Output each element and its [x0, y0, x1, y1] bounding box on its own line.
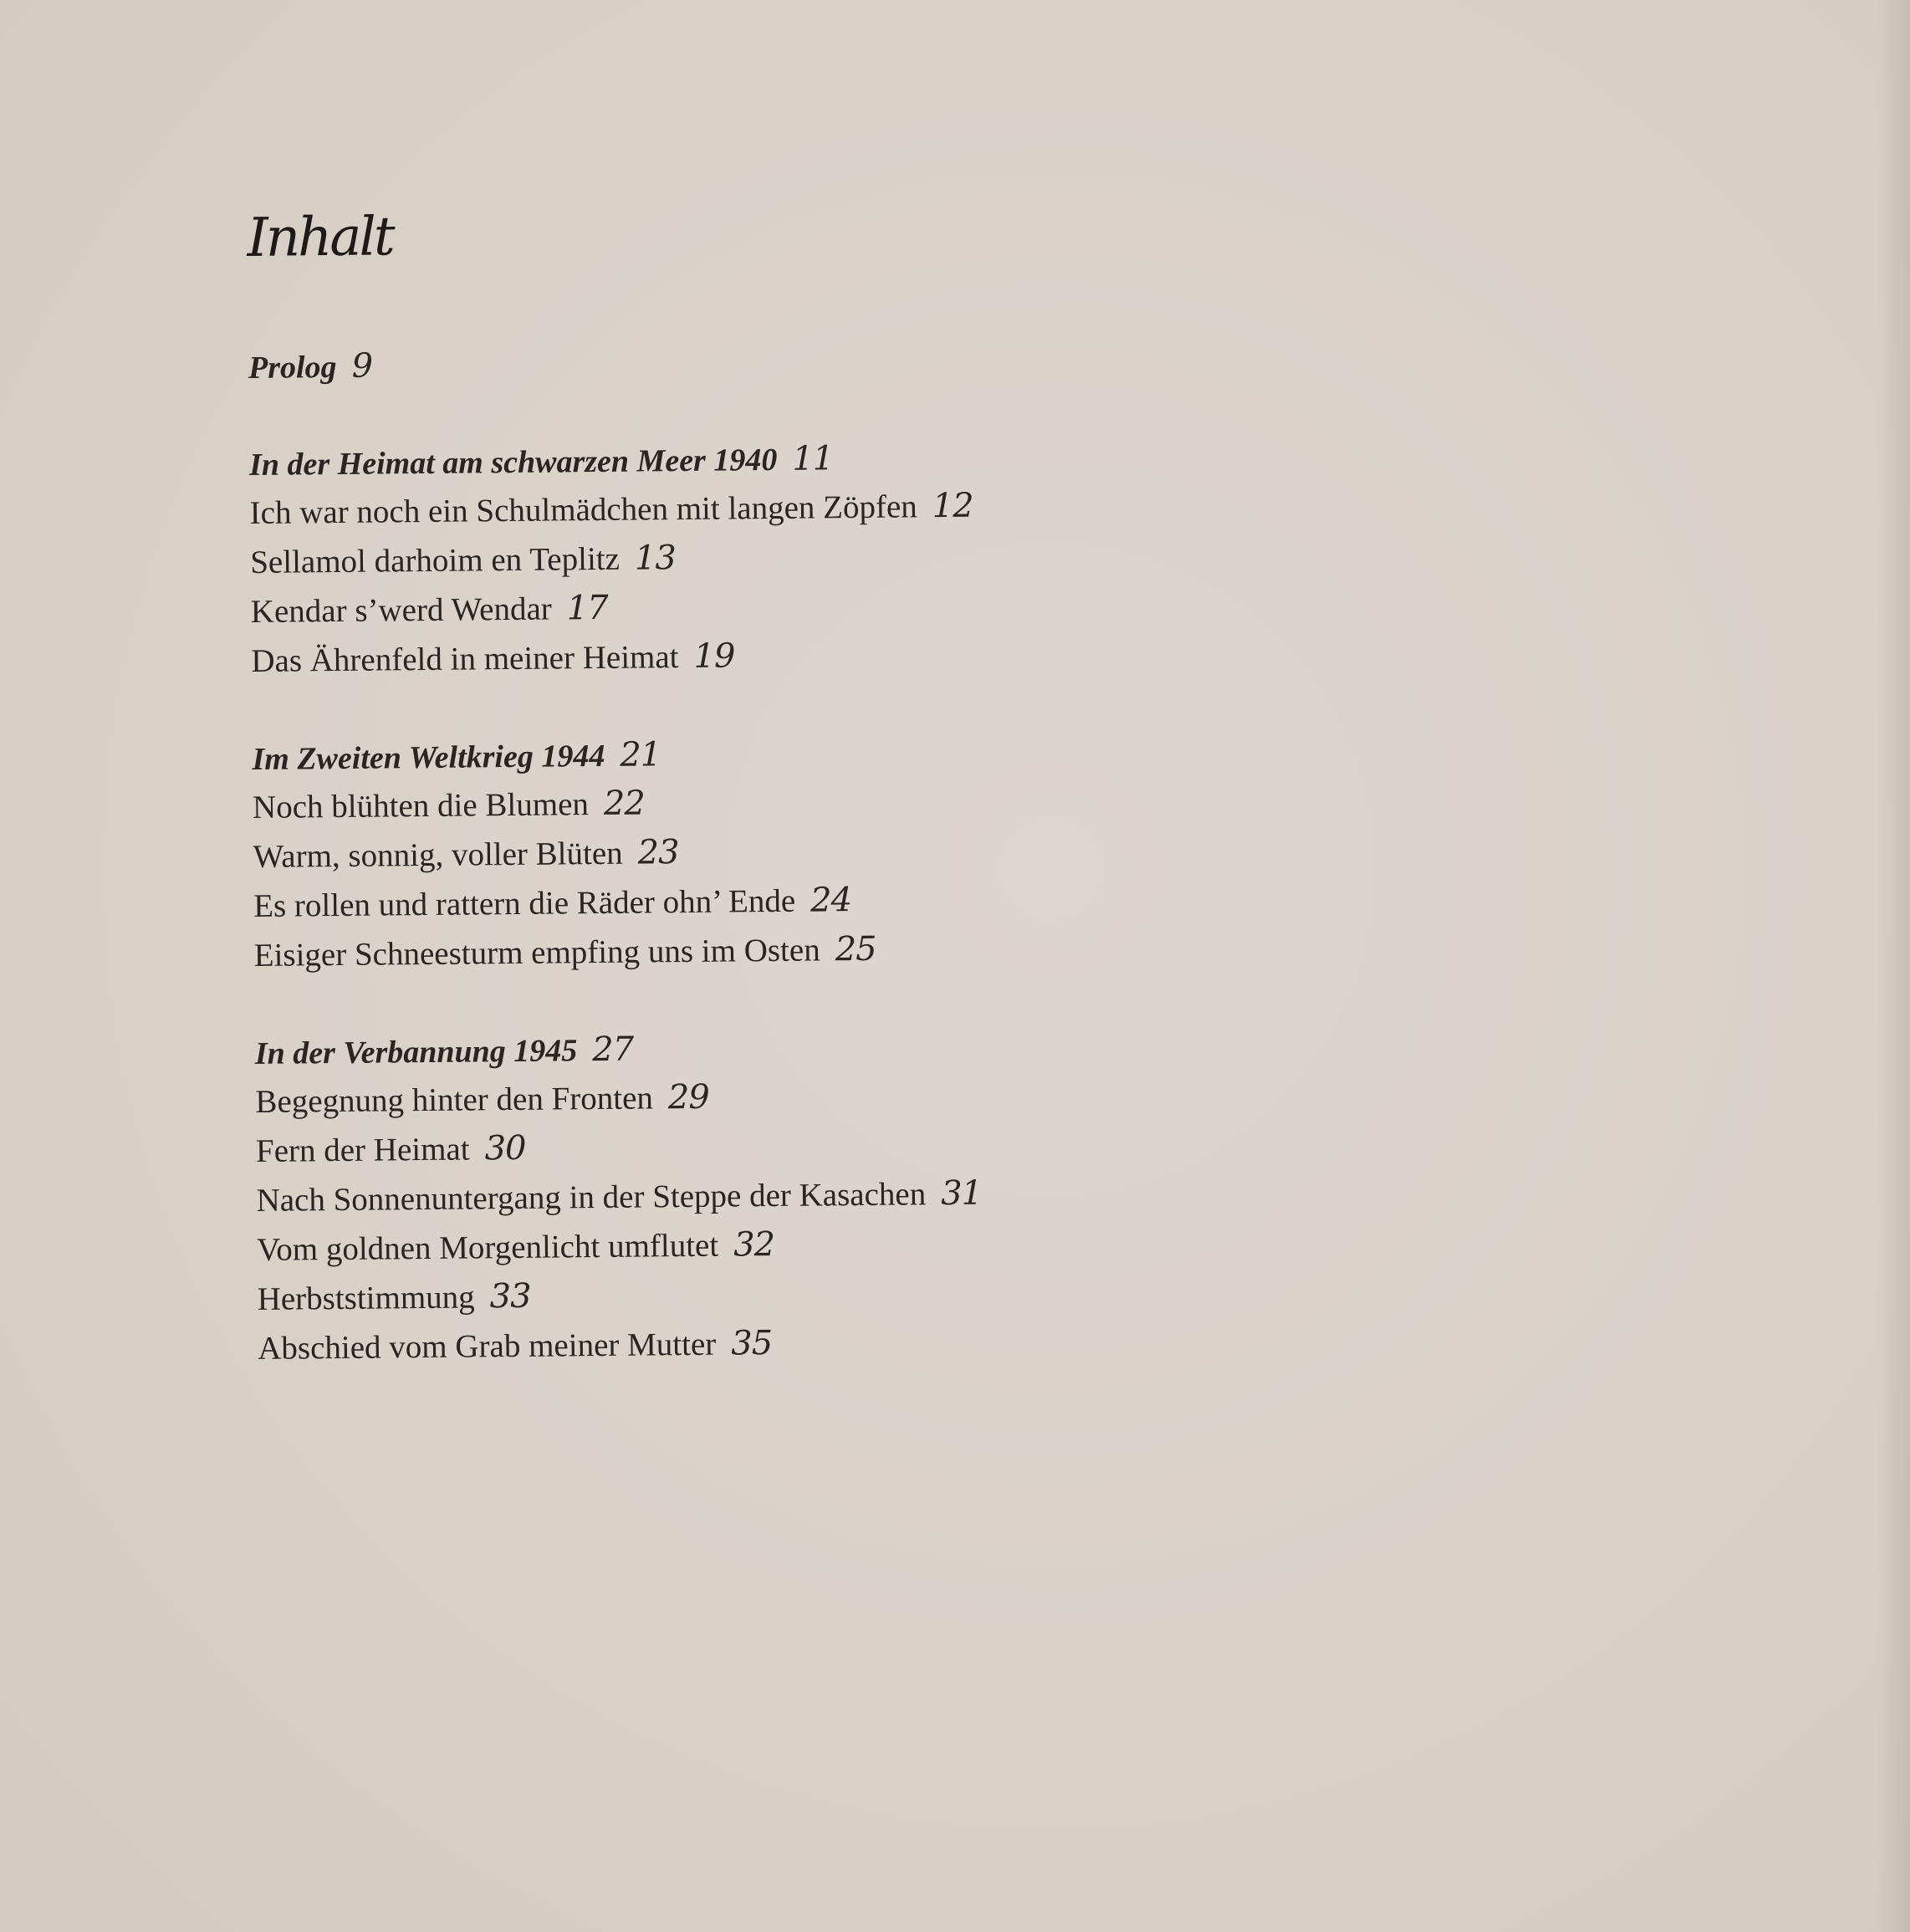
toc-entry-label: Herbststimmung [257, 1279, 475, 1317]
page-number: 12 [932, 486, 973, 526]
section-heading-label: Im Zweiten Weltkrieg 1944 [252, 738, 605, 777]
page-number: 27 [592, 1030, 634, 1070]
toc-section-heimat [249, 429, 1422, 686]
page-number: 25 [835, 929, 876, 969]
toc-entry [251, 626, 1422, 686]
toc-entry-label: Noch blühten die Blumen [252, 786, 590, 825]
section-heading-label: In der Heimat am schwarzen Meer 1940 [248, 442, 778, 483]
toc-entry-label: Das Ährenfeld in meiner Heimat [251, 639, 679, 679]
table-of-contents [247, 181, 1429, 1422]
page-number: 22 [603, 784, 646, 823]
toc-entry-label: Warm, sonnig, voller Blüten [253, 835, 623, 875]
section-heading [248, 332, 1419, 391]
page-number: 21 [620, 735, 661, 774]
page-number: 24 [809, 881, 852, 920]
section-heading-label: Prolog [248, 349, 337, 386]
page-number: 29 [667, 1077, 710, 1117]
toc-entry-label: Begegnung hinter den Fronten [255, 1080, 654, 1120]
page-number: 30 [484, 1128, 526, 1168]
page-number: 23 [637, 833, 679, 872]
page-number: 31 [940, 1173, 983, 1214]
toc-entry-label: Ich war noch ein Schulmädchen mit langen Zöpfen [249, 488, 918, 531]
page-title: Inhalt [247, 206, 393, 269]
page-number: 35 [731, 1324, 773, 1363]
toc-entry [258, 1312, 1429, 1372]
page-number: 32 [733, 1225, 775, 1265]
page-number: 13 [634, 539, 677, 578]
toc-entry [253, 920, 1425, 980]
page-number: 9 [351, 346, 373, 386]
page-number: 17 [566, 588, 608, 628]
section-heading-label: In der Verbannung 1945 [254, 1033, 578, 1071]
toc-entry-label: Vom goldnen Morgenlicht umflutet [256, 1227, 719, 1268]
toc-entry-label: Nach Sonnenuntergang in der Steppe der Kasachen [256, 1176, 927, 1219]
toc-section-prolog [248, 332, 1419, 391]
toc-entry-label: Kendar s’werd Wendar [250, 590, 553, 630]
page-number: 19 [693, 636, 735, 676]
toc-section-verbannung [255, 1018, 1429, 1373]
toc-entry-label: Es rollen und rattern die Räder ohn’ Ende [253, 882, 796, 924]
toc-entry-label: Abschied vom Grab meiner Mutter [258, 1326, 717, 1367]
page-number: 33 [489, 1276, 531, 1316]
toc-entry-label: Fern der Heimat [255, 1131, 470, 1169]
toc-section-weltkrieg [252, 723, 1425, 980]
page-edge-shadow [1877, 0, 1910, 1932]
page-number: 11 [792, 439, 834, 478]
toc-entry-label: Sellamol darhoim en Teplitz [250, 540, 620, 580]
toc-entry-label: Eisiger Schneesturm empfing uns im Osten [253, 932, 820, 974]
